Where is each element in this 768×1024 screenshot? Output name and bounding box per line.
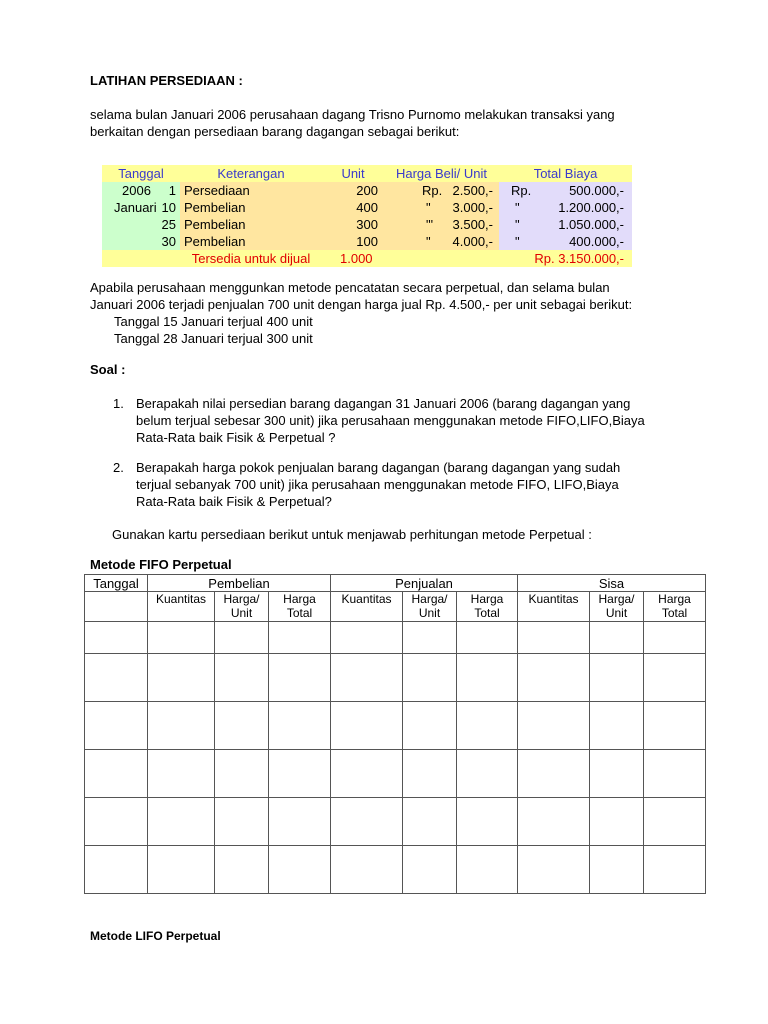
empty-cell[interactable] [85,622,148,654]
empty-cell[interactable] [215,654,269,702]
sub-header-line: Harga [658,592,691,606]
keterangan-cell: Pembelian [180,199,322,216]
empty-cell[interactable] [215,622,269,654]
empty-cell[interactable] [457,654,518,702]
harga-value: 4.000,- [452,234,493,249]
empty-cell[interactable] [148,622,215,654]
header-tanggal: Tanggal [85,575,148,592]
empty-cell[interactable] [403,798,457,846]
unit-cell: 200 [322,182,384,199]
empty-cell[interactable] [85,654,148,702]
empty-cell[interactable] [518,798,590,846]
empty-cell[interactable] [215,750,269,798]
empty-cell[interactable] [269,750,331,798]
empty-cell[interactable] [403,702,457,750]
fifo-empty-row [85,846,706,894]
instruction-text: Gunakan kartu persediaan berikut untuk menjawab perhitungan metode Perpetual : [112,527,592,542]
empty-cell[interactable] [331,702,403,750]
sub-header-line: Harga/ [411,592,448,606]
inventory-header-row [102,165,632,182]
total-prefix: " [515,200,520,215]
inventory-row [102,216,632,233]
sub-header-line: Unit [605,606,628,620]
inventory-row [102,182,632,199]
sub-header-kuantitas: Kuantitas [518,592,590,622]
inventory-row [102,233,632,250]
question-text [136,459,696,510]
empty-cell[interactable] [457,798,518,846]
total-value: 1.200.000,- [558,200,624,215]
sub-header-line: Total [661,606,688,620]
question-number: 1. [113,396,124,411]
sub-header-harga-unit [590,592,644,622]
header-harga: Harga Beli/ Unit [384,165,499,182]
empty-cell[interactable] [148,798,215,846]
empty-cell[interactable] [403,654,457,702]
empty-cell[interactable] [590,846,644,894]
sub-header-harga-unit [215,592,269,622]
sales-line: Apabila perusahaan menggunkan metode pencatatan secara perpetual, dan selama bulan [90,280,610,295]
empty-cell[interactable] [590,702,644,750]
total-value: 500.000,- [569,183,624,198]
header-unit: Unit [322,165,384,182]
empty-cell[interactable] [85,702,148,750]
sub-header-line: Harga/ [598,592,635,606]
total-prefix: " [515,217,520,232]
empty-cell[interactable] [590,798,644,846]
empty-cell[interactable] [590,622,644,654]
fifo-title: Metode FIFO Perpetual [90,557,232,572]
total-prefix: Rp. [511,183,532,198]
harga-prefix: "' [426,217,434,232]
lifo-title: Metode LIFO Perpetual [90,929,221,943]
empty-cell[interactable] [85,750,148,798]
unit-cell: 100 [322,233,384,250]
harga-prefix: " [426,234,431,249]
sales-item: Tanggal 15 Januari terjual 400 unit [114,314,313,329]
harga-cell [384,182,499,199]
footer-blank [384,250,499,267]
empty-cell[interactable] [644,654,706,702]
empty-cell[interactable] [85,798,148,846]
total-cell [499,216,632,233]
soal-heading: Soal : [90,362,126,377]
fifo-empty-row [85,798,706,846]
header-sisa: Sisa [518,575,706,592]
header-total: Total Biaya [499,165,632,182]
sales-item: Tanggal 28 Januari terjual 300 unit [114,331,313,346]
empty-cell[interactable] [457,622,518,654]
sub-header-line: Harga [470,592,504,606]
empty-cell[interactable] [457,702,518,750]
question-line: terjual sebanyak 700 unit) jika perusahaan menggunakan metode FIFO, LIFO,Biaya [136,477,619,492]
inventory-table [102,165,632,269]
footer-label: Tersedia untuk dijual [180,250,322,267]
sub-header-harga-unit [403,592,457,622]
empty-cell[interactable] [518,702,590,750]
sub-header-line: Harga/ [223,592,260,606]
harga-cell [384,216,499,233]
empty-cell[interactable] [269,654,331,702]
keterangan-cell: Pembelian [180,233,322,250]
inventory-footer-row [102,250,632,267]
tanggal-b: 1 [168,183,176,198]
question-line: Berapakah nilai persedian barang dagangan 31 Januari 2006 (barang dagangan yang [136,396,631,411]
header-pembelian: Pembelian [148,575,331,592]
tanggal-a: 2006 [122,183,151,198]
total-value: 1.050.000,- [558,217,624,232]
harga-value: 3.000,- [452,200,493,215]
sub-header-kuantitas: Kuantitas [148,592,215,622]
question-line: belum terjual sebesar 300 unit) jika perusahaan menggunakan metode FIFO,LIFO,Biaya [136,413,645,428]
empty-cell[interactable] [457,750,518,798]
empty-cell[interactable] [85,846,148,894]
sub-header-line: Unit [418,606,441,620]
empty-cell[interactable] [403,846,457,894]
harga-cell [384,233,499,250]
keterangan-cell: Persediaan [180,182,322,199]
tanggal-a: Januari [114,200,157,215]
question-line: Rata-Rata baik Fisik & Perpetual ? [136,430,336,445]
empty-cell[interactable] [148,654,215,702]
empty-cell[interactable] [331,846,403,894]
fifo-inventory-card [84,574,706,894]
harga-prefix: Rp. [422,183,443,198]
empty-cell[interactable] [215,702,269,750]
empty-cell[interactable] [644,702,706,750]
footer-unit: 1.000 [322,250,384,267]
empty-cell[interactable] [590,750,644,798]
sub-header-harga-total [644,592,706,622]
total-cell [499,182,632,199]
intro-line: berkaitan dengan persediaan barang dagangan sebagai berikut: [90,124,460,139]
sales-items [114,313,313,347]
empty-cell[interactable] [269,846,331,894]
harga-cell [384,199,499,216]
sub-header-kuantitas: Kuantitas [331,592,403,622]
empty-cell[interactable] [148,702,215,750]
tanggal-cell [102,199,180,216]
total-cell [499,233,632,250]
empty-cell[interactable] [457,846,518,894]
footer-blank [102,250,180,267]
tanggal-b: 30 [161,234,176,249]
empty-cell[interactable] [269,798,331,846]
harga-value: 3.500,- [452,217,493,232]
total-cell [499,199,632,216]
sales-line: Januari 2006 terjadi penjualan 700 unit dengan harga jual Rp. 4.500,- per unit sebagai berikut: [90,297,633,312]
tanggal-cell [102,216,180,233]
sub-header-harga-total [269,592,331,622]
question-line: Berapakah harga pokok penjualan barang dagangan (barang dagangan yang sudah [136,460,621,475]
empty-cell[interactable] [269,622,331,654]
sub-header-line: Total [286,606,313,620]
empty-cell[interactable] [644,622,706,654]
header-keterangan: Keterangan [180,165,322,182]
total-prefix: " [515,234,520,249]
tanggal-cell [102,233,180,250]
total-value: 400.000,- [569,234,624,249]
empty-cell[interactable] [644,750,706,798]
fifo-sub-header [85,592,706,622]
fifo-group-header [85,575,706,592]
empty-cell[interactable] [148,846,215,894]
unit-cell: 300 [322,216,384,233]
sub-header-harga-total [457,592,518,622]
fifo-empty-row [85,702,706,750]
unit-cell: 400 [322,199,384,216]
empty-cell[interactable] [148,750,215,798]
empty-cell[interactable] [518,846,590,894]
empty-cell[interactable] [331,654,403,702]
empty-cell[interactable] [644,846,706,894]
inventory-row [102,199,632,216]
sub-header-line: Harga [283,592,316,606]
empty-cell[interactable] [331,798,403,846]
empty-cell[interactable] [518,750,590,798]
empty-cell[interactable] [403,622,457,654]
fifo-empty-row [85,750,706,798]
empty-cell[interactable] [518,622,590,654]
header-penjualan: Penjualan [331,575,518,592]
empty-cell[interactable] [269,702,331,750]
question-text [136,395,696,446]
empty-cell[interactable] [215,798,269,846]
fifo-empty-row [85,622,706,654]
question-line: Rata-Rata baik Fisik & Perpetual? [136,494,332,509]
footer-total: Rp. 3.150.000,- [499,250,632,267]
keterangan-cell: Pembelian [180,216,322,233]
tanggal-cell [102,182,180,199]
harga-prefix: " [426,200,431,215]
empty-cell[interactable] [518,654,590,702]
empty-cell[interactable] [403,750,457,798]
page-title: LATIHAN PERSEDIAAN : [90,73,243,88]
tanggal-b: 10 [161,200,176,215]
intro-line: selama bulan Januari 2006 perusahaan dagang Trisno Purnomo melakukan transaksi yang [90,107,615,122]
fifo-empty-row [85,654,706,702]
empty-cell[interactable] [331,750,403,798]
empty-cell[interactable] [331,622,403,654]
sub-header-line: Total [474,606,500,620]
question-number: 2. [113,460,124,475]
header-tanggal: Tanggal [102,165,180,182]
sub-header-blank [85,592,148,622]
sub-header-line: Unit [230,606,253,620]
tanggal-b: 25 [161,217,176,232]
intro-paragraph [90,106,690,140]
empty-cell[interactable] [644,798,706,846]
empty-cell[interactable] [215,846,269,894]
harga-value: 2.500,- [452,183,493,198]
empty-cell[interactable] [590,654,644,702]
sales-paragraph [90,279,690,313]
